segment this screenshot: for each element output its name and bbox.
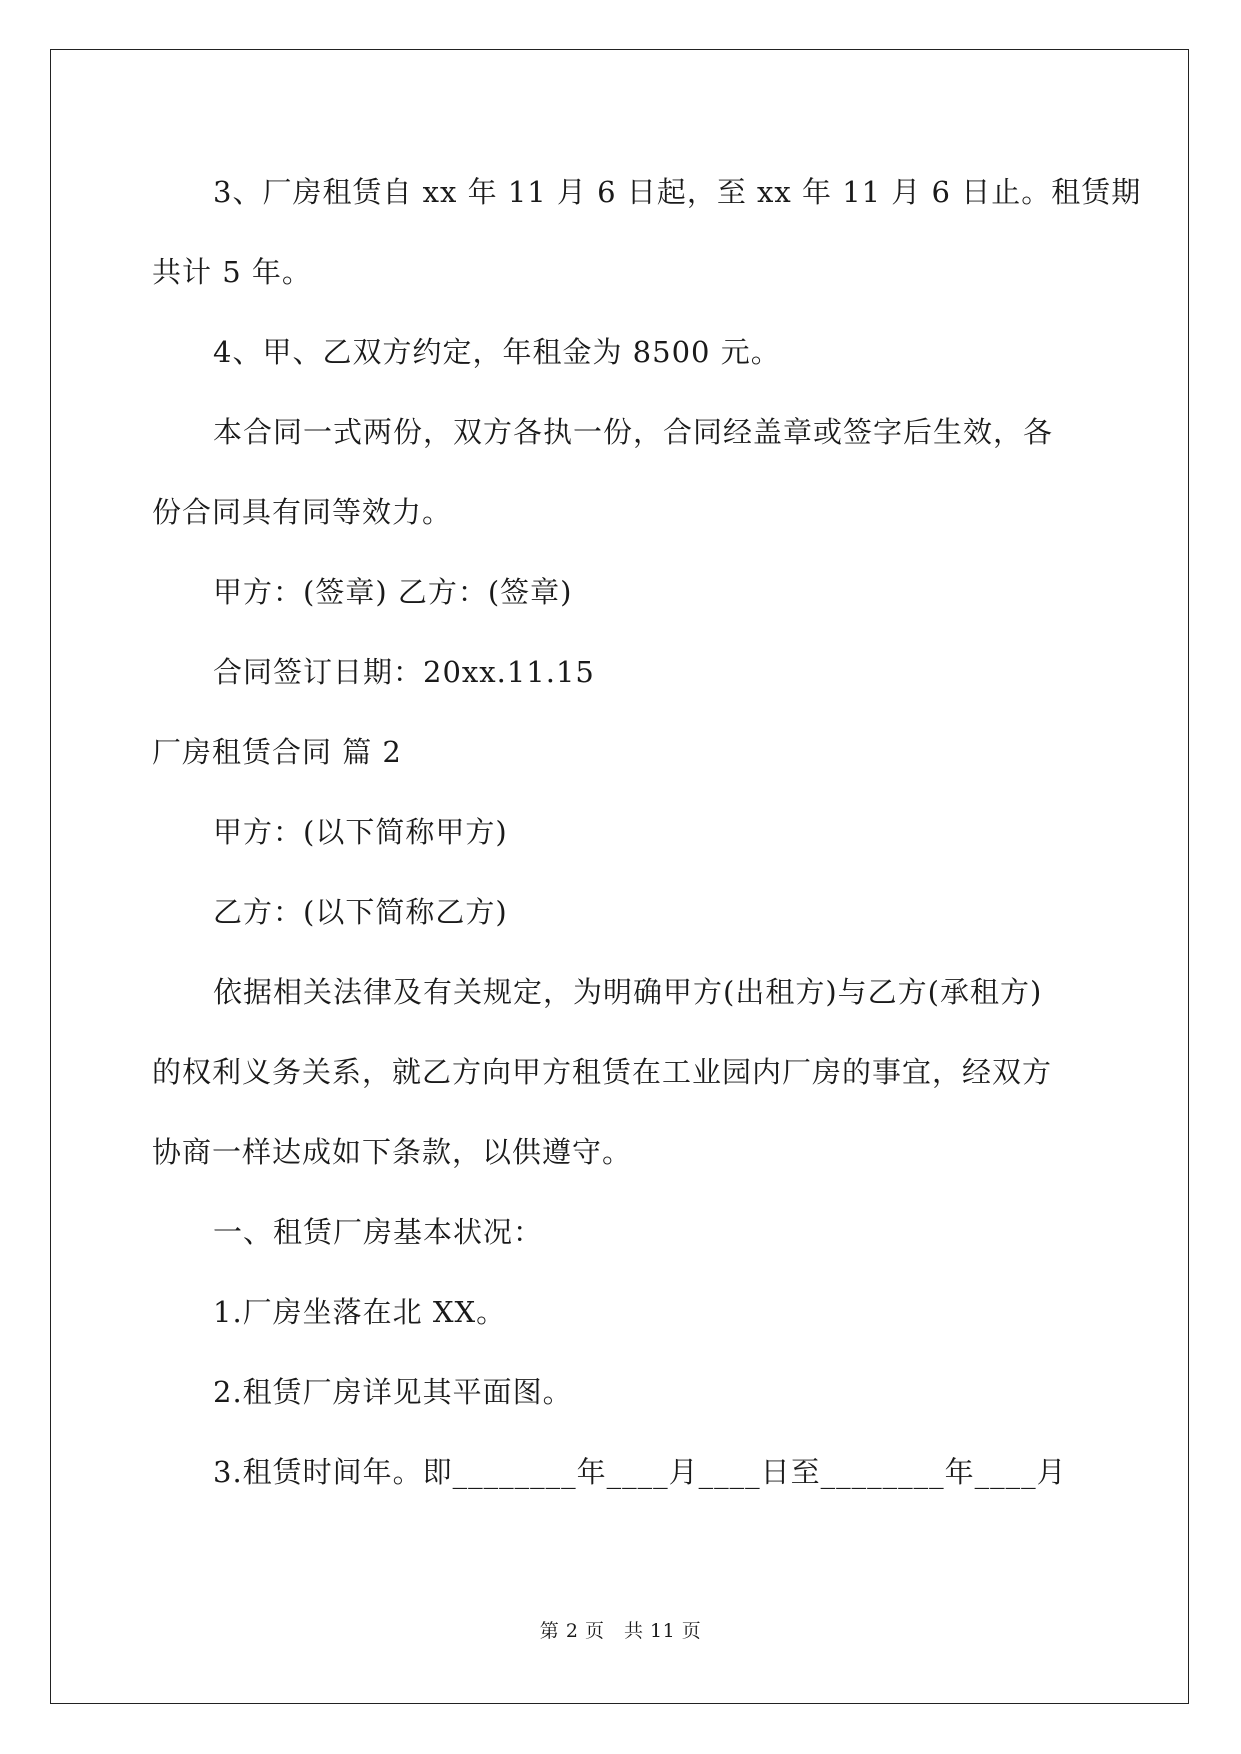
clause-item: 1.厂房坐落在北 XX。 — [213, 1295, 507, 1329]
party-a-line: 甲方：(以下简称甲方) — [213, 815, 508, 849]
paragraph-line: 共计 5 年。 — [152, 255, 312, 289]
paragraph-line: 4、甲、乙双方约定，年租金为 8500 元。 — [213, 335, 781, 369]
signature-line: 甲方：(签章) 乙方：(签章) — [213, 575, 573, 609]
paragraph-line: 3、厂房租赁自 xx 年 11 月 6 日起，至 xx 年 11 月 6 日止。租赁期 — [213, 175, 1142, 209]
section-heading: 厂房租赁合同 篇 2 — [152, 735, 402, 769]
paragraph-line: 份合同具有同等效力。 — [152, 495, 453, 529]
clause-item: 2.租赁厂房详见其平面图。 — [213, 1375, 573, 1409]
party-b-line: 乙方：(以下简称乙方) — [213, 895, 508, 929]
clause-heading: 一、租赁厂房基本状况： — [213, 1215, 544, 1249]
page-number-footer: 第 2 页 共 11 页 — [539, 1620, 702, 1642]
paragraph-line: 本合同一式两份，双方各执一份，合同经盖章或签字后生效，各 — [213, 415, 1054, 449]
paragraph-line: 依据相关法律及有关规定，为明确甲方(出租方)与乙方(承租方) — [213, 975, 1043, 1009]
clause-item: 3.租赁时间年。即________年____月____日至________年____月 — [213, 1455, 1067, 1489]
signing-date-line: 合同签订日期：20xx.11.15 — [213, 655, 595, 689]
paragraph-line: 的权利义务关系，就乙方向甲方租赁在工业园内厂房的事宜，经双方 — [152, 1055, 1053, 1089]
paragraph-line: 协商一样达成如下条款，以供遵守。 — [152, 1135, 633, 1169]
